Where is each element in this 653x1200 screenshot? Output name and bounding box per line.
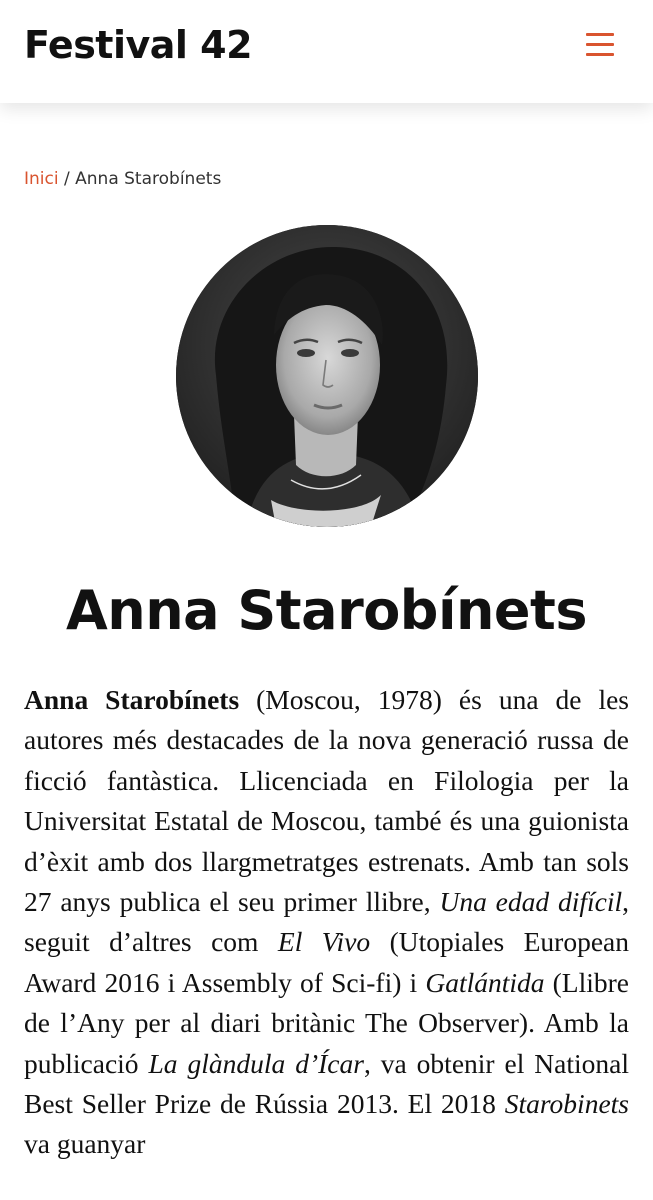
bio-text-6: va guanyar <box>24 1128 146 1160</box>
bio-text-4: (Llibre de l’Any per al diari britànic The Observer). Amb la publicació <box>24 966 630 1079</box>
bio-book-title-1: Una edad difícil <box>439 886 623 918</box>
bio-book-title-5: Starobinets <box>504 1088 629 1120</box>
site-title-link[interactable]: Festival 42 <box>24 23 253 67</box>
bio-text-3: (Utopiales European Award 2016 i Assembly of Sci-fi) i <box>24 926 630 998</box>
bio-text-1: (Moscou, 1978) és una de les autores més destacades de la nova generació russa de ficció fantàstica. Llicenciada en Filologia per la Universitat Estatal de Moscou, també és una guionista d’èxit amb dos llargmetratges estrenats. Amb tan sols 27 anys publica el seu primer llibre, <box>24 684 630 918</box>
breadcrumb-current: Anna Starobínets <box>75 169 222 189</box>
bio-text-2: , seguit d’altres com <box>24 886 629 958</box>
menu-bar-top <box>586 33 614 36</box>
site-header <box>0 0 653 103</box>
menu-bar-middle <box>586 43 614 46</box>
bio-text-5: , va obtenir el National Best Seller Prize de Rússia 2013. El 2018 <box>24 1047 630 1120</box>
bio-author-name: Anna Starobínets <box>24 684 240 715</box>
hamburger-menu-icon[interactable] <box>582 28 618 62</box>
breadcrumb-separator: / <box>58 169 76 189</box>
breadcrumb <box>24 167 221 191</box>
author-portrait-image <box>176 225 478 527</box>
bio-book-title-4: La glàndula d’Ícar <box>148 1047 364 1079</box>
bio-book-title-2: El Vivo <box>277 926 371 958</box>
bio-book-title-3: Gatlántida <box>425 966 545 998</box>
author-name-heading: Anna Starobínets <box>66 579 587 642</box>
breadcrumb-home-link[interactable]: Inici <box>24 169 59 189</box>
author-portrait <box>176 225 478 527</box>
menu-bar-bottom <box>586 53 614 56</box>
author-biography <box>24 680 629 1165</box>
